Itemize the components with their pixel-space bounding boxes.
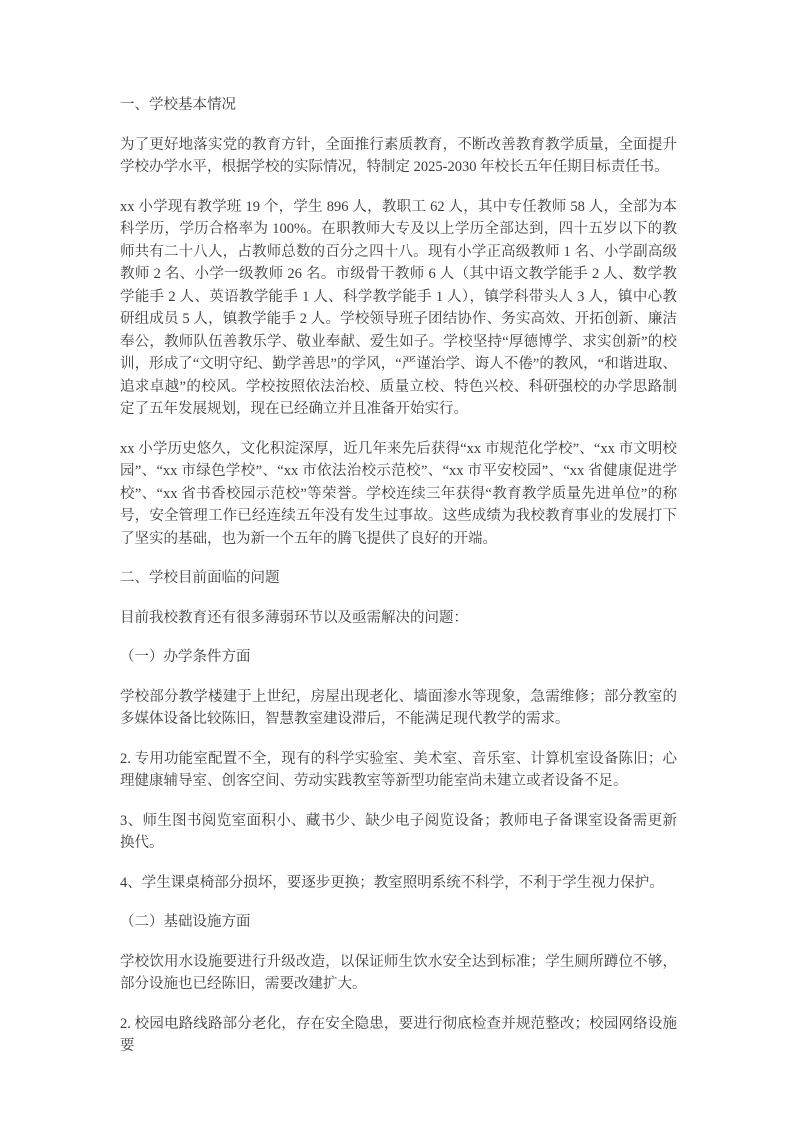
body-paragraph: 学校部分教学楼建于上世纪，房屋出现老化、墙面渗水等现象，急需维修；部分教室的多媒体设备比较陈旧，智慧教室建设滞后，不能满足现代教学的需求。 bbox=[120, 688, 677, 727]
body-paragraph: 为了更好地落实党的教育方针，全面推行素质教育，不断改善教育教学质量，全面提升学校办学水平，根据学校的实际情况，特制定 2025-2030 年校长五年任期目标责任书。 bbox=[120, 136, 677, 175]
body-paragraph: 目前我校教育还有很多薄弱环节以及亟需解决的问题： bbox=[120, 609, 468, 626]
body-paragraph: 4、学生课桌椅部分损坏，要逐步更换；教室照明系统不科学，不利于学生视力保护。 bbox=[120, 874, 664, 891]
section-heading: （二）基础设施方面 bbox=[120, 914, 251, 930]
document-content bbox=[120, 94, 677, 1075]
body-paragraph: xx 小学历史悠久，文化积淀深厚，近几年来先后获得“xx 市规范化学校”、“xx 市文明校园”、“xx 市绿色学校”、“xx 市依法治校示范校”、“xx 市平安校园”、“xx 省健康促进学校”、“xx 省书香校园示范校”等荣誉。学校连续三年获得“教育教学质量先进单位”的称号，安全管理工作已经连续五年没有发生过事故。这些成绩为我校教育事业的发展打下了坚实的基础，也为新一个五年的腾飞提供了良好的开端。 bbox=[120, 440, 677, 547]
body-paragraph: 学校饮用水设施要进行升级改造，以保证师生饮水安全达到标准；学生厕所蹲位不够，部分设施也已经陈旧，需要改建扩大。 bbox=[120, 953, 677, 992]
body-paragraph: 3、师生图书阅览室面积小、藏书少、缺少电子阅览设备；教师电子备课室设备需更新换代。 bbox=[120, 812, 677, 851]
body-paragraph: 2. 校园电路线路部分老化，存在安全隐患，要进行彻底检查并规范整改；校园网络设施要 bbox=[120, 1015, 677, 1054]
section-heading: （一）办学条件方面 bbox=[120, 649, 251, 665]
section-heading: 二、学校目前面临的问题 bbox=[120, 570, 280, 586]
body-paragraph: xx 小学现有教学班 19 个，学生 896 人，教职工 62 人，其中专任教师 58 人，全部为本科学历，学历合格率为 100%。在职教师大专及以上学历全部达到，四十五岁以下的教师共有二十八人，占教师总数的百分之四十八。现有小学正高级教师 1 名、小学副高级教师 2 名、小学一级教师 26 名。市级骨干教师 6 人（其中语文教学能手 2 人、数学教学能手 2 人、英语教学能手 1 人、科学教学能手 1 人），镇学科带头人 3 人，镇中心教研组成员 5 人，镇教学能手 2 人。学校领导班子团结协作、务实高效、开拓创新、廉洁奉公，教师队伍善教乐学、敬业奉献、爱生如子。学校坚持“厚德博学、求实创新”的校训，形成了“文明守纪、勤学善思”的学风，“严谨治学、诲人不倦”的教风，“和谐进取、追求卓越”的校风。学校按照依法治校、质量立校、特色兴校、科研强校的办学思路制定了五年发展规划，现在已经确立并且准备开始实行。 bbox=[120, 198, 677, 417]
body-paragraph: 2. 专用功能室配置不全，现有的科学实验室、美术室、音乐室、计算机室设备陈旧；心理健康辅导室、创客空间、劳动实践教室等新型功能室尚未建立或者设备不足。 bbox=[120, 750, 677, 789]
section-heading: 一、学校基本情况 bbox=[120, 97, 236, 113]
